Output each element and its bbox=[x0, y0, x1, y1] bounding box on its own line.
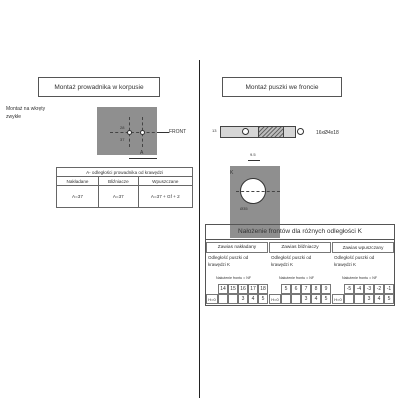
group-twin bbox=[269, 242, 331, 305]
group-inset-sub1: Odległość puszki od bbox=[334, 255, 375, 260]
k-cell: -1 bbox=[384, 284, 394, 294]
value-overlay: A=37 bbox=[57, 186, 99, 208]
k-cell: 8 bbox=[311, 284, 321, 294]
edge-distance-table bbox=[56, 167, 193, 208]
hole-dim-label-2: 37 bbox=[120, 137, 125, 142]
hinge-cup-section bbox=[258, 126, 284, 138]
nf-cell: 3 bbox=[301, 294, 311, 304]
col-header-overlay: Nakładane bbox=[57, 177, 99, 186]
k-cell: 16 bbox=[238, 284, 248, 294]
nf-cell: 5 bbox=[258, 294, 268, 304]
group-overlay bbox=[206, 242, 268, 305]
nf-cell bbox=[228, 294, 238, 304]
group-twin-caption: Nałożenie frontu = NF bbox=[279, 276, 315, 280]
col-header-inset: Wpuszczane bbox=[138, 177, 192, 186]
nf-cell: 5 bbox=[321, 294, 331, 304]
group-twin-sub2: krawędzi K bbox=[271, 262, 294, 267]
edge-distance-table-heading: A- odległości prowadnika od krawędzi bbox=[57, 168, 193, 177]
nf-cell bbox=[354, 294, 364, 304]
group-twin-name: Zawias bliźniaczy bbox=[269, 242, 331, 253]
group-inset-sub2: krawędzi K bbox=[334, 262, 357, 267]
h-label: H=0 bbox=[206, 294, 218, 304]
k-cell: -2 bbox=[374, 284, 384, 294]
front-label: FRONT bbox=[169, 129, 187, 135]
k-cell: 7 bbox=[301, 284, 311, 294]
nf-cell: 5 bbox=[384, 294, 394, 304]
k-label: K bbox=[230, 170, 234, 176]
front-arrow-line bbox=[157, 132, 169, 133]
dim-35-label: Ø35 bbox=[240, 206, 248, 211]
left-section-title: Montaż prowadnika w korpusie bbox=[38, 77, 160, 97]
nf-cell bbox=[291, 294, 301, 304]
group-overlay-caption: Nałożenie frontu = NF bbox=[216, 276, 252, 280]
nf-cell: 3 bbox=[238, 294, 248, 304]
mount-hole-1 bbox=[127, 130, 132, 135]
k-cell: 17 bbox=[248, 284, 258, 294]
h-label: H=0 bbox=[332, 294, 344, 304]
drill-spec-label: 16xØ4x18 bbox=[316, 130, 339, 136]
dim-13-label: 13 bbox=[212, 128, 217, 133]
value-twin: A=37 bbox=[98, 186, 138, 208]
right-section-title: Montaż puszki we froncie bbox=[222, 77, 342, 97]
nf-cell bbox=[344, 294, 354, 304]
group-overlay-sub2: krawędzi K bbox=[208, 262, 231, 267]
nf-cell: 4 bbox=[374, 294, 384, 304]
drill-hole-right bbox=[297, 128, 304, 135]
group-twin-sub1: Odległość puszki od bbox=[271, 255, 312, 260]
group-inset-caption: Nałożenie frontu = NF bbox=[342, 276, 378, 280]
group-overlay-name: Zawias nakładany bbox=[206, 242, 268, 253]
mounting-note-line1: Montaż na wkręty bbox=[6, 106, 46, 112]
group-inset bbox=[332, 242, 394, 305]
k-cell: 15 bbox=[228, 284, 238, 294]
k-cell: -3 bbox=[364, 284, 374, 294]
k-cell: 18 bbox=[258, 284, 268, 294]
mount-hole-2 bbox=[140, 130, 145, 135]
hole-dim-label-1: 28 bbox=[120, 125, 125, 130]
mounting-note-line2: zwykłe bbox=[6, 114, 22, 120]
group-inset-name: Zawias wpuszczany bbox=[332, 242, 394, 253]
cup-center-line bbox=[236, 191, 280, 192]
k-cell: 9 bbox=[321, 284, 331, 294]
dimension-a-label: A bbox=[140, 150, 144, 156]
nf-cell: 4 bbox=[311, 294, 321, 304]
value-inset: A=37 + Gf + 2 bbox=[138, 186, 192, 208]
guide-line-horizontal bbox=[110, 132, 160, 133]
k-cell: 14 bbox=[218, 284, 228, 294]
dimension-9-5-line bbox=[248, 160, 260, 161]
k-cell: 6 bbox=[291, 284, 301, 294]
nf-cell: 4 bbox=[248, 294, 258, 304]
k-cell: 5 bbox=[281, 284, 291, 294]
drill-hole-left bbox=[242, 128, 249, 135]
nf-cell bbox=[281, 294, 291, 304]
group-overlay-sub1: Odległość puszki od bbox=[208, 255, 249, 260]
overlay-table-heading: Nałożenie frontów dla różnych odległości K bbox=[205, 224, 395, 240]
k-cell: -4 bbox=[354, 284, 364, 294]
k-cell: -5 bbox=[344, 284, 354, 294]
dim-9-5-label: 9.5 bbox=[250, 152, 256, 157]
nf-cell: 3 bbox=[364, 294, 374, 304]
nf-cell bbox=[218, 294, 228, 304]
h-label: H=0 bbox=[269, 294, 281, 304]
dimension-a-line bbox=[129, 158, 157, 159]
col-header-twin: Bliźniacze bbox=[98, 177, 138, 186]
column-divider bbox=[199, 60, 200, 398]
